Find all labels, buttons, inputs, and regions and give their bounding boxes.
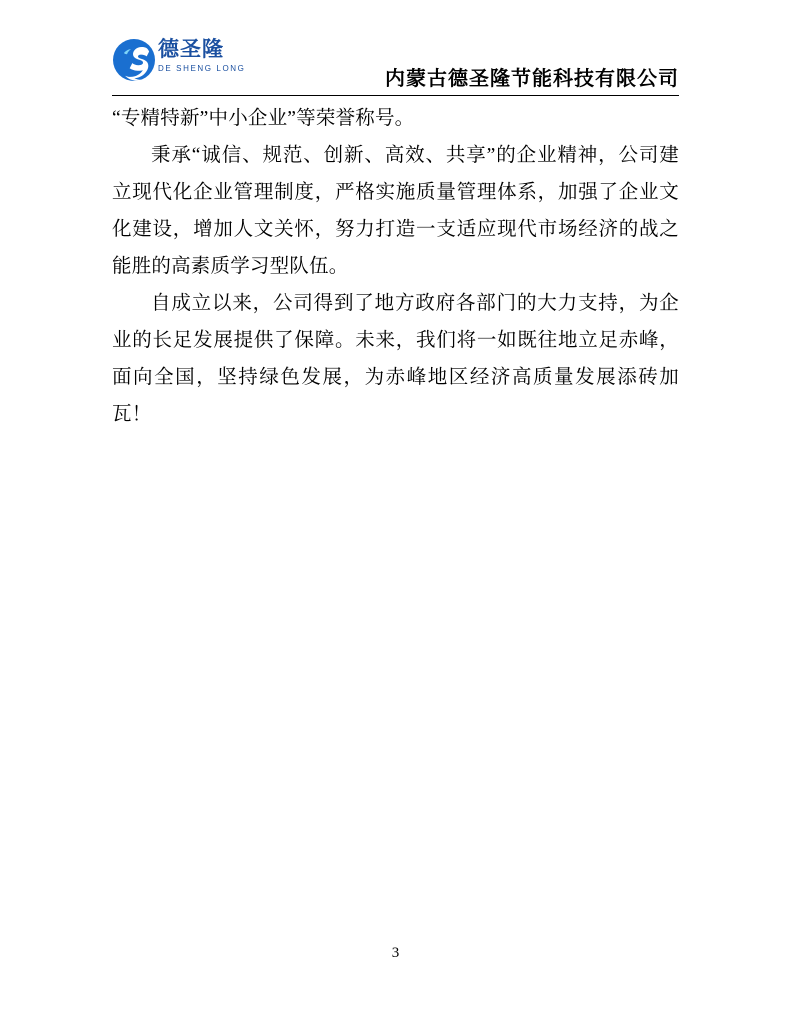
page-footer <box>0 944 791 962</box>
paragraph: “专精特新”中小企业”等荣誉称号。 <box>112 108 415 129</box>
page-number: 3 <box>391 945 400 961</box>
header-divider <box>112 95 679 96</box>
logo-chinese-name: 德圣隆 <box>158 37 224 61</box>
logo-english-name: DE SHENG LONG <box>158 64 246 73</box>
paragraph: 秉承“诚信、规范、创新、高效、共享”的企业精神，公司建立现代化企业管理制度，严格实施质量管理体系，加强了企业文化建设，增加人文关怀，努力打造一支适应现代市场经济的战之能胜的高素质学习型队伍。 <box>112 145 679 277</box>
paragraph: 自成立以来，公司得到了地方政府各部门的大力支持，为企业的长足发展提供了保障。未来，我们将一如既往地立足赤峰，面向全国，坚持绿色发展，为赤峰地区经济高质量发展添砖加瓦！ <box>112 293 679 425</box>
document-body <box>112 100 679 433</box>
company-title: 内蒙古德圣隆节能科技有限公司 <box>385 68 679 90</box>
page-header <box>0 0 791 95</box>
